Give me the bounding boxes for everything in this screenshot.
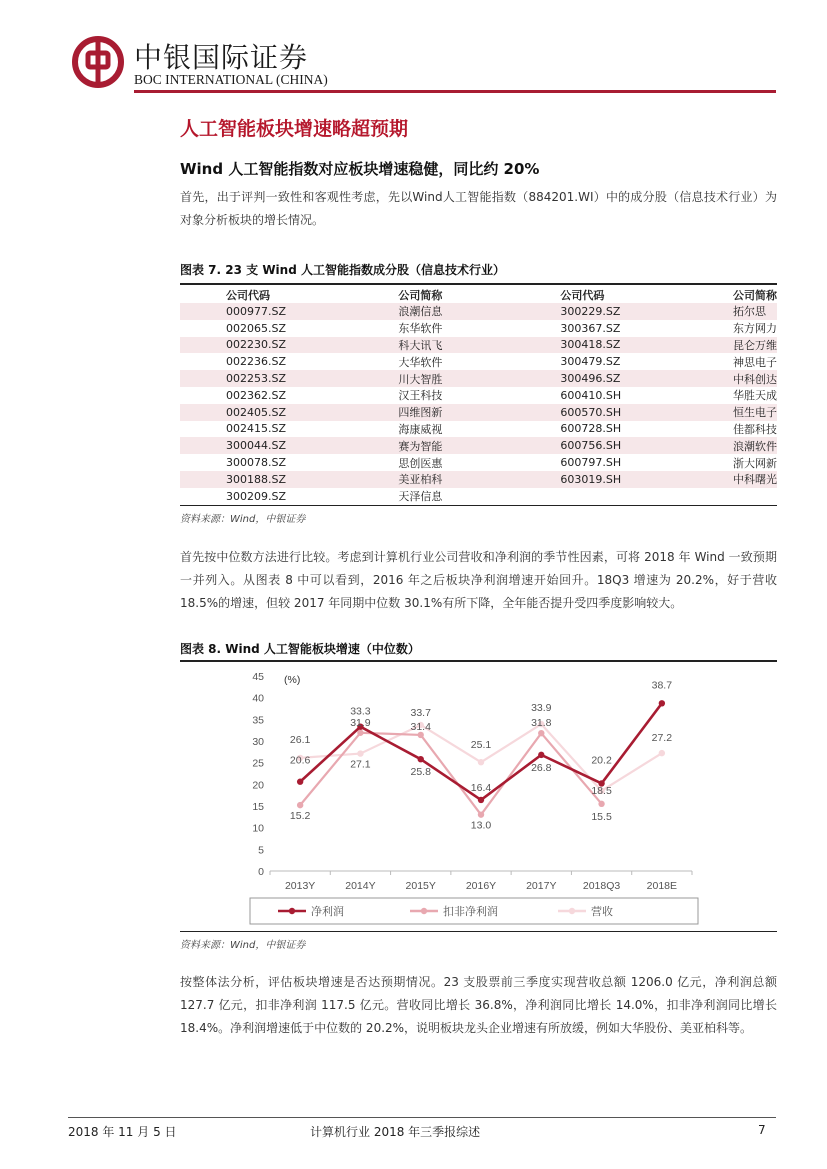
data-point [478, 759, 484, 765]
data-label: 16.4 [470, 781, 492, 794]
brand-name-cn: 中银国际证券 [134, 41, 309, 74]
cell-name: 东华软件 [398, 322, 443, 336]
y-tick-label: 0 [258, 866, 264, 878]
data-label: 15.2 [289, 810, 311, 823]
cell-code: 600410.SH [560, 388, 622, 402]
table-row [180, 370, 777, 387]
data-point [538, 752, 544, 758]
data-point [357, 730, 363, 736]
cell-code: 002405.SZ [180, 404, 340, 421]
x-tick-label: 2015Y [405, 880, 436, 892]
cell-name: 思创医惠 [398, 456, 443, 470]
cell-name: 东方网力 [733, 322, 777, 336]
legend-swatch-marker [289, 908, 295, 914]
data-point [418, 756, 424, 762]
cell-code: 300496.SZ [514, 370, 675, 387]
legend-swatch-marker [421, 908, 427, 914]
cell-code: 300418.SZ [514, 337, 675, 354]
cell-name: 恒生电子 [675, 404, 777, 421]
cell-name: 昆仑万维 [675, 337, 777, 354]
data-point [598, 801, 604, 807]
paragraph-aggregate: 按整体法分析，评估板块增速是否达预期情况。23 支股票前三季度实现营收总额 1206.0 亿元，净利润总额 127.7 亿元，扣非净利润 117.5 亿元。营收同比增长 36.8%，净利润同比增长 14.0%，扣非净利润同比增长 18.4%。净利润增速低于中位数的 20.2%，说明板块龙头企业增速有所放缓，例如大华股份、美亚柏科等。 [180, 975, 777, 1035]
data-label: 13.0 [470, 819, 492, 832]
cell-code: 300229.SZ [514, 303, 675, 320]
cell-name: 四维图新 [340, 404, 514, 421]
cell-name: 科大讯飞 [340, 337, 514, 354]
cell-name: 神思电子 [733, 355, 777, 369]
cell-code: 002415.SZ [226, 422, 287, 436]
data-label: 26.8 [531, 761, 552, 774]
data-label: 20.2 [591, 754, 612, 767]
data-label: 27.1 [350, 758, 371, 771]
x-tick-label: 2014Y [345, 880, 376, 892]
x-tick-label: 2016Y [465, 880, 497, 892]
cell-code: 300367.SZ [560, 321, 621, 335]
cell-code [514, 488, 675, 505]
data-point [659, 750, 665, 756]
y-tick-label: 5 [258, 844, 264, 857]
cell-name: 中科创达 [675, 370, 777, 387]
chart-bottom-rule [180, 931, 777, 932]
data-label: 33.9 [531, 702, 552, 715]
table-row [180, 437, 777, 454]
data-label: 15.5 [591, 810, 612, 823]
table-bottom-rule [180, 505, 777, 506]
data-point [297, 779, 303, 785]
cell-code: 600797.SH [560, 456, 622, 470]
constituent-table [180, 287, 777, 505]
subsection-title: Wind 人工智能指数对应板块增速稳健，同比约 20% [180, 160, 540, 178]
header-code-1: 公司代码 [226, 289, 270, 302]
table-row [180, 337, 777, 354]
data-point [659, 700, 665, 706]
paragraph-median: 首先按中位数方法进行比较。考虑到计算机行业公司营收和净利润的季节性因素，可将 2018 年 Wind 一致预期一并列入。从图表 8 中可以看到，2016 年之后板块净利润增速开始回升。18Q3 增速为 20.2%，好于营收 18.5%的增速，但较 2017 年同期中位数 30.1%有所下降，全年能否提升受四季度影响较大。 [180, 550, 777, 610]
footer-page-number: 7 [758, 1123, 766, 1137]
y-tick-label: 45 [252, 671, 264, 683]
cell-name: 汉王科技 [398, 389, 443, 403]
y-tick-label: 35 [252, 714, 264, 727]
table-row [180, 404, 777, 421]
data-label: 25.1 [470, 739, 492, 752]
x-tick-label: 2018E [646, 880, 678, 892]
brand-name-en: BOC INTERNATIONAL (CHINA) [134, 72, 328, 87]
y-tick-label: 25 [252, 757, 264, 770]
chart-title: 图表 8. Wind 人工智能板块增速（中位数） [180, 642, 420, 656]
series-line-adjusted-net-profit [300, 733, 601, 815]
cell-code: 002065.SZ [226, 321, 287, 335]
cell-name: 佳都科技 [733, 422, 777, 436]
table-row [180, 421, 777, 438]
data-label: 33.3 [350, 705, 371, 718]
data-point [538, 730, 544, 736]
data-label: 20.6 [289, 754, 311, 767]
data-label: 18.5 [591, 784, 612, 797]
cell-code: 002230.SZ [180, 337, 340, 354]
cell-code: 000977.SZ [180, 303, 340, 320]
x-tick-label: 2013Y [284, 880, 316, 892]
table-source: 资料来源：Wind，中银证券 [180, 514, 306, 525]
cell-name [675, 488, 777, 505]
table-row [180, 454, 777, 471]
paragraph-intro: 首先，出于评判一致性和客观性考虑，先以Wind人工智能指数（884201.WI）中的成分股（信息技术行业）为对象分析板块的增长情况。 [180, 190, 777, 227]
table-title: 图表 7. 23 支 Wind 人工智能指数成分股（信息技术行业） [180, 263, 505, 277]
table-row [180, 303, 777, 320]
cell-code: 300479.SZ [560, 355, 621, 369]
data-point [357, 750, 363, 756]
y-axis-label: (%) [284, 674, 301, 686]
data-point [478, 797, 484, 803]
x-tick-label: 2018Q3 [582, 880, 621, 892]
cell-name: 天泽信息 [398, 490, 443, 504]
growth-line-chart [180, 662, 700, 930]
y-tick-label: 15 [252, 801, 264, 813]
cell-name: 海康威视 [398, 422, 443, 436]
header-name-1: 公司简称 [398, 289, 443, 302]
cell-name: 中科曙光 [675, 471, 777, 488]
cell-name: 华胜天成 [733, 389, 777, 403]
data-point [297, 802, 303, 808]
legend-label: 扣非净利润 [443, 905, 498, 918]
table-row [180, 488, 777, 505]
y-tick-label: 30 [252, 736, 264, 748]
legend-label: 营收 [591, 905, 613, 918]
data-label: 25.8 [410, 766, 431, 779]
footer-date: 2018 年 11 月 5 日 [68, 1125, 177, 1139]
cell-code: 600728.SH [560, 422, 622, 436]
cell-code: 002362.SZ [226, 388, 287, 402]
cell-name: 浪潮软件 [675, 437, 777, 454]
cell-name: 川大智胜 [340, 370, 514, 387]
cell-code: 300188.SZ [180, 471, 340, 488]
y-tick-label: 10 [252, 822, 264, 835]
data-label: 31.9 [350, 716, 371, 729]
cell-code: 600756.SH [514, 437, 675, 454]
cell-name: 拓尔思 [675, 303, 777, 320]
data-label: 27.2 [651, 732, 673, 745]
cell-name: 美亚柏科 [340, 471, 514, 488]
cell-code: 300209.SZ [226, 489, 287, 503]
table-header-row [180, 287, 777, 303]
boc-logo [72, 36, 124, 88]
legend-label: 净利润 [311, 905, 344, 918]
cell-name: 浙大网新 [733, 456, 777, 470]
cell-code: 300078.SZ [226, 456, 287, 470]
section-title: 人工智能板块增速略超预期 [180, 118, 409, 140]
x-tick-label: 2017Y [526, 880, 557, 892]
table-top-rule [180, 283, 777, 285]
data-label: 31.8 [531, 717, 552, 730]
footer-doc-title: 计算机行业 2018 年三季报综述 [310, 1125, 481, 1139]
data-label: 33.7 [410, 706, 431, 719]
y-tick-label: 20 [252, 779, 264, 792]
chart-source: 资料来源：Wind，中银证券 [180, 940, 306, 951]
cell-code: 002253.SZ [180, 370, 340, 387]
y-tick-label: 40 [252, 692, 264, 705]
table-row [180, 471, 777, 488]
cell-code: 600570.SH [514, 404, 675, 421]
header-rule [134, 90, 776, 93]
data-point [478, 811, 484, 817]
header-code-2: 公司代码 [560, 289, 605, 302]
legend-swatch-marker [569, 908, 575, 914]
cell-name: 大华软件 [398, 355, 443, 369]
footer-rule [68, 1117, 776, 1118]
cell-code: 603019.SH [514, 471, 675, 488]
cell-code: 002236.SZ [226, 355, 287, 369]
cell-code: 300044.SZ [180, 437, 340, 454]
data-label: 31.4 [410, 720, 431, 733]
cell-name: 浪潮信息 [340, 303, 514, 320]
header-name-2: 公司简称 [733, 289, 777, 302]
table-row [180, 320, 777, 337]
table-row [180, 387, 777, 404]
data-label: 38.7 [651, 679, 673, 692]
data-label: 26.1 [289, 733, 311, 746]
table-row [180, 353, 777, 370]
cell-name: 赛为智能 [340, 437, 514, 454]
